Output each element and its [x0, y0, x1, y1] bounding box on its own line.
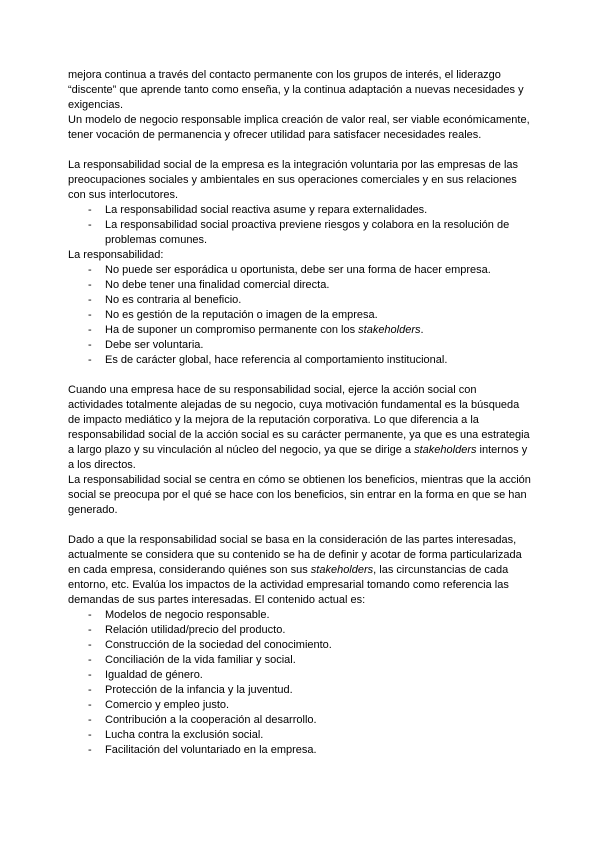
- text-run: Dado a que la responsabilidad social se basa en la consideración de las partes interesadas, actualmente se considera que su contenido se ha de definir y acotar de forma particularizada en cada empresa, considerando quiénes son sus: [68, 534, 522, 576]
- text-run: Lucha contra la exclusión social.: [105, 729, 264, 741]
- dash-bullet: -: [88, 654, 92, 666]
- list-item-text: [105, 608, 534, 623]
- dash-bullet: -: [88, 324, 92, 336]
- text-run: Igualdad de género.: [105, 669, 203, 681]
- list-item: [68, 623, 534, 638]
- dash-bullet: -: [88, 624, 92, 636]
- dash-bullet: -: [88, 309, 92, 321]
- list-item-text: [105, 743, 534, 758]
- text-run: Relación utilidad/precio del producto.: [105, 624, 286, 636]
- text-run: , las circunstancias de cada entorno, etc. Evalúa los impactos de la actividad empresarial tomando como referencia las demandas de sus partes interesadas. El contenido actual es:: [68, 564, 509, 606]
- list-item-text: [105, 728, 534, 743]
- text-run: La responsabilidad social proactiva previene riesgos y colabora en la resolución de problemas comunes.: [105, 219, 510, 246]
- list-item: [68, 683, 534, 698]
- list-item-text: [105, 323, 534, 338]
- list-item: [68, 713, 534, 728]
- blank-line: [68, 518, 534, 533]
- text-run: No puede ser esporádica u oportunista, debe ser una forma de hacer empresa.: [105, 264, 491, 276]
- list-item: [68, 308, 534, 323]
- list-item-text: [105, 338, 534, 353]
- text-run: Debe ser voluntaria.: [105, 339, 204, 351]
- dash-bullet: -: [88, 699, 92, 711]
- list-item: [68, 353, 534, 368]
- dash-bullet: -: [88, 339, 92, 351]
- italic-text: stakeholders: [310, 564, 374, 576]
- list-item: [68, 743, 534, 758]
- list-item-text: [105, 278, 534, 293]
- dash-bullet: -: [88, 279, 92, 291]
- dash-bullet: -: [88, 684, 92, 696]
- blank-line: [68, 368, 534, 383]
- list-item: [68, 218, 534, 248]
- text-run: No debe tener una finalidad comercial directa.: [105, 279, 330, 291]
- dash-bullet: -: [88, 744, 92, 756]
- list-item-text: [105, 653, 534, 668]
- text-run: Cuando una empresa hace de su responsabilidad social, ejerce la acción social con actividades totalmente alejadas de su negocio, cuya motivación fundamental es la búsqueda de impacto mediático y la mejora de la reputación corporativa. Lo que diferencia a la responsabilidad social de la acción social es su carácter permanente, ya que es una estrategia a largo plazo y su vinculación al núcleo del negocio, ya que se dirige a: [68, 384, 530, 456]
- list-item-text: [105, 668, 534, 683]
- italic-text: stakeholders: [358, 324, 421, 336]
- paragraph: [68, 248, 534, 263]
- list-item: [68, 698, 534, 713]
- list-item: [68, 323, 534, 338]
- text-run: La responsabilidad social se centra en cómo se obtienen los beneficios, mientras que la acción social se preocupa por el qué se hace con los beneficios, sin entrar en la forma en que se han generado.: [68, 474, 531, 516]
- text-run: Conciliación de la vida familiar y social.: [105, 654, 296, 666]
- list-item-text: [105, 623, 534, 638]
- paragraph: [68, 473, 534, 518]
- dash-bullet: -: [88, 354, 92, 366]
- dash-bullet: -: [88, 219, 92, 231]
- list-item: [68, 203, 534, 218]
- text-run: Ha de suponer un compromiso permanente con los: [105, 324, 359, 336]
- list-item-text: [105, 638, 534, 653]
- paragraph: [68, 158, 534, 203]
- text-run: .: [420, 324, 424, 336]
- text-run: No es gestión de la reputación o imagen de la empresa.: [105, 309, 378, 321]
- list-item: [68, 728, 534, 743]
- list-item-text: [105, 293, 534, 308]
- list-item: [68, 653, 534, 668]
- text-run: Contribución a la cooperación al desarrollo.: [105, 714, 317, 726]
- list-item: [68, 338, 534, 353]
- list-item: [68, 293, 534, 308]
- dash-bullet: -: [88, 264, 92, 276]
- paragraph: [68, 113, 534, 143]
- list-item-text: [105, 698, 534, 713]
- text-run: mejora continua a través del contacto permanente con los grupos de interés, el liderazgo “discente” que aprende tanto como enseña, y la continua adaptación a nuevas necesidades y exigencias.: [68, 69, 524, 111]
- paragraph: [68, 533, 534, 608]
- text-run: La responsabilidad:: [68, 249, 164, 261]
- text-run: Un modelo de negocio responsable implica creación de valor real, ser viable económicamente, tener vocación de permanencia y ofrecer utilidad para satisfacer necesidades reales.: [68, 114, 530, 141]
- list-item-text: [105, 263, 534, 278]
- text-run: Protección de la infancia y la juventud.: [105, 684, 293, 696]
- text-run: Comercio y empleo justo.: [105, 699, 230, 711]
- list-item-text: [105, 308, 534, 323]
- dash-list: [68, 263, 534, 368]
- list-item-text: [105, 353, 534, 368]
- dash-bullet: -: [88, 669, 92, 681]
- dash-list: [68, 203, 534, 248]
- dash-bullet: -: [88, 294, 92, 306]
- list-item: [68, 668, 534, 683]
- list-item: [68, 263, 534, 278]
- text-run: Modelos de negocio responsable.: [105, 609, 270, 621]
- blank-line: [68, 143, 534, 158]
- list-item: [68, 638, 534, 653]
- list-item-text: [105, 683, 534, 698]
- dash-list: [68, 608, 534, 758]
- text-run: La responsabilidad social reactiva asume y repara externalidades.: [105, 204, 428, 216]
- italic-text: stakeholders: [414, 444, 477, 456]
- document-content: [68, 68, 534, 758]
- list-item: [68, 608, 534, 623]
- text-run: La responsabilidad social de la empresa es la integración voluntaria por las empresas de las preocupaciones sociales y ambientales en sus operaciones comerciales y en sus relaciones con sus interlocutores.: [68, 159, 519, 201]
- text-run: Es de carácter global, hace referencia al comportamiento institucional.: [105, 354, 448, 366]
- paragraph: [68, 68, 534, 113]
- list-item-text: [105, 203, 534, 218]
- list-item-text: [105, 218, 534, 248]
- list-item-text: [105, 713, 534, 728]
- list-item: [68, 278, 534, 293]
- dash-bullet: -: [88, 729, 92, 741]
- dash-bullet: -: [88, 714, 92, 726]
- text-run: internos y a los directos.: [68, 444, 528, 471]
- text-run: Facilitación del voluntariado en la empresa.: [105, 744, 317, 756]
- text-run: Construcción de la sociedad del conocimiento.: [105, 639, 332, 651]
- text-run: No es contraria al beneficio.: [105, 294, 242, 306]
- dash-bullet: -: [88, 204, 92, 216]
- dash-bullet: -: [88, 609, 92, 621]
- paragraph: [68, 383, 534, 473]
- dash-bullet: -: [88, 639, 92, 651]
